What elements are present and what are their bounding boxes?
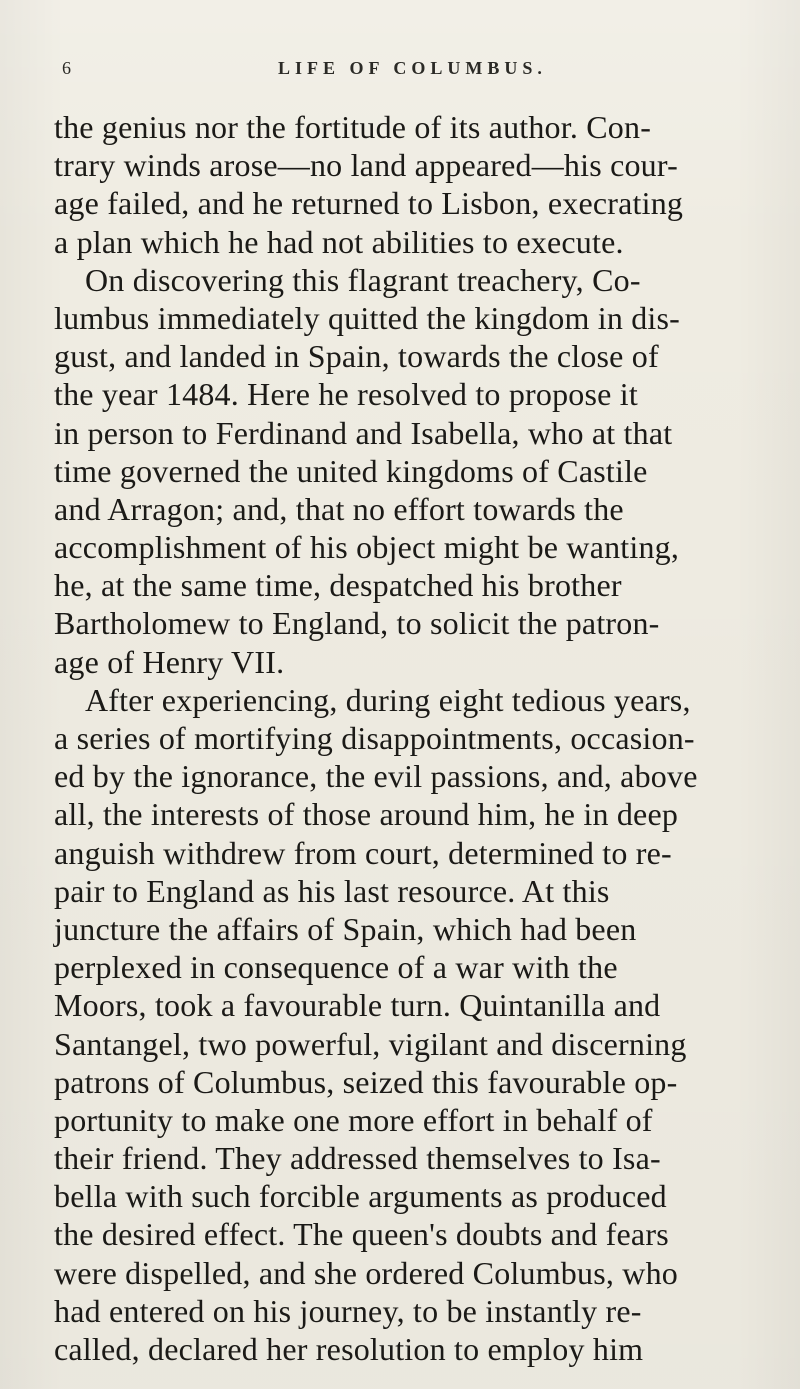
text-line: all, the interests of those around him, he in deep (54, 796, 679, 833)
text-line: had entered on his journey, to be instantly re- (54, 1292, 642, 1329)
text-line: anguish withdrew from court, determined to re- (54, 834, 672, 871)
text-line: and Arragon; and, that no effort towards the (54, 490, 624, 527)
text-line: portunity to make one more effort in behalf of (54, 1101, 653, 1138)
text-line: accomplishment of his object might be wanting, (54, 529, 680, 566)
text-line: Bartholomew to England, to solicit the patron- (54, 605, 660, 642)
paragraph-start-line: After experiencing, during eight tedious years, (85, 681, 691, 718)
text-line: in person to Ferdinand and Isabella, who at that (54, 414, 673, 451)
text-line: a series of mortifying disappointments, occasion- (54, 720, 695, 756)
text-line: age failed, and he returned to Lisbon, execrating (54, 185, 684, 222)
text-line: the genius nor the fortitude of its author. Con- (54, 109, 652, 145)
page-header (62, 56, 547, 80)
running-head: LIFE OF COLUMBUS. (278, 57, 547, 78)
text-line: a plan which he had not abilities to execute. (54, 223, 624, 260)
text-line: patrons of Columbus, seized this favourable op- (54, 1063, 678, 1100)
text-line: juncture the affairs of Spain, which had been (54, 910, 637, 947)
text-line: Santangel, two powerful, vigilant and discerning (54, 1025, 687, 1062)
body-text (54, 108, 770, 1368)
text-line: the year 1484. Here he resolved to propose it (54, 376, 638, 413)
text-line: age of Henry VII. (54, 643, 285, 680)
text-line: the desired effect. The queen's doubts and fears (54, 1216, 669, 1253)
text-line: gust, and landed in Spain, towards the close of (54, 338, 659, 375)
text-line: called, declared her resolution to employ him (54, 1331, 644, 1367)
text-line: ed by the ignorance, the evil passions, and, above (54, 758, 698, 795)
page-number: 6 (62, 57, 71, 78)
text-line: Moors, took a favourable turn. Quintanilla and (54, 987, 661, 1024)
text-line: perplexed in consequence of a war with the (54, 949, 618, 986)
text-line: their friend. They addressed themselves to Isa- (54, 1140, 661, 1177)
text-line: bella with such forcible arguments as produced (54, 1178, 667, 1215)
text-line: time governed the united kingdoms of Castile (54, 452, 648, 489)
text-line: lumbus immediately quitted the kingdom in dis- (54, 299, 681, 336)
text-line: were dispelled, and she ordered Columbus, who (54, 1254, 678, 1291)
text-line: he, at the same time, despatched his brother (54, 567, 622, 604)
text-line: trary winds arose—no land appeared—his cour- (54, 147, 678, 184)
text-line: pair to England as his last resource. At this (54, 872, 610, 909)
paragraph-start-line: On discovering this flagrant treachery, Co- (85, 261, 641, 298)
